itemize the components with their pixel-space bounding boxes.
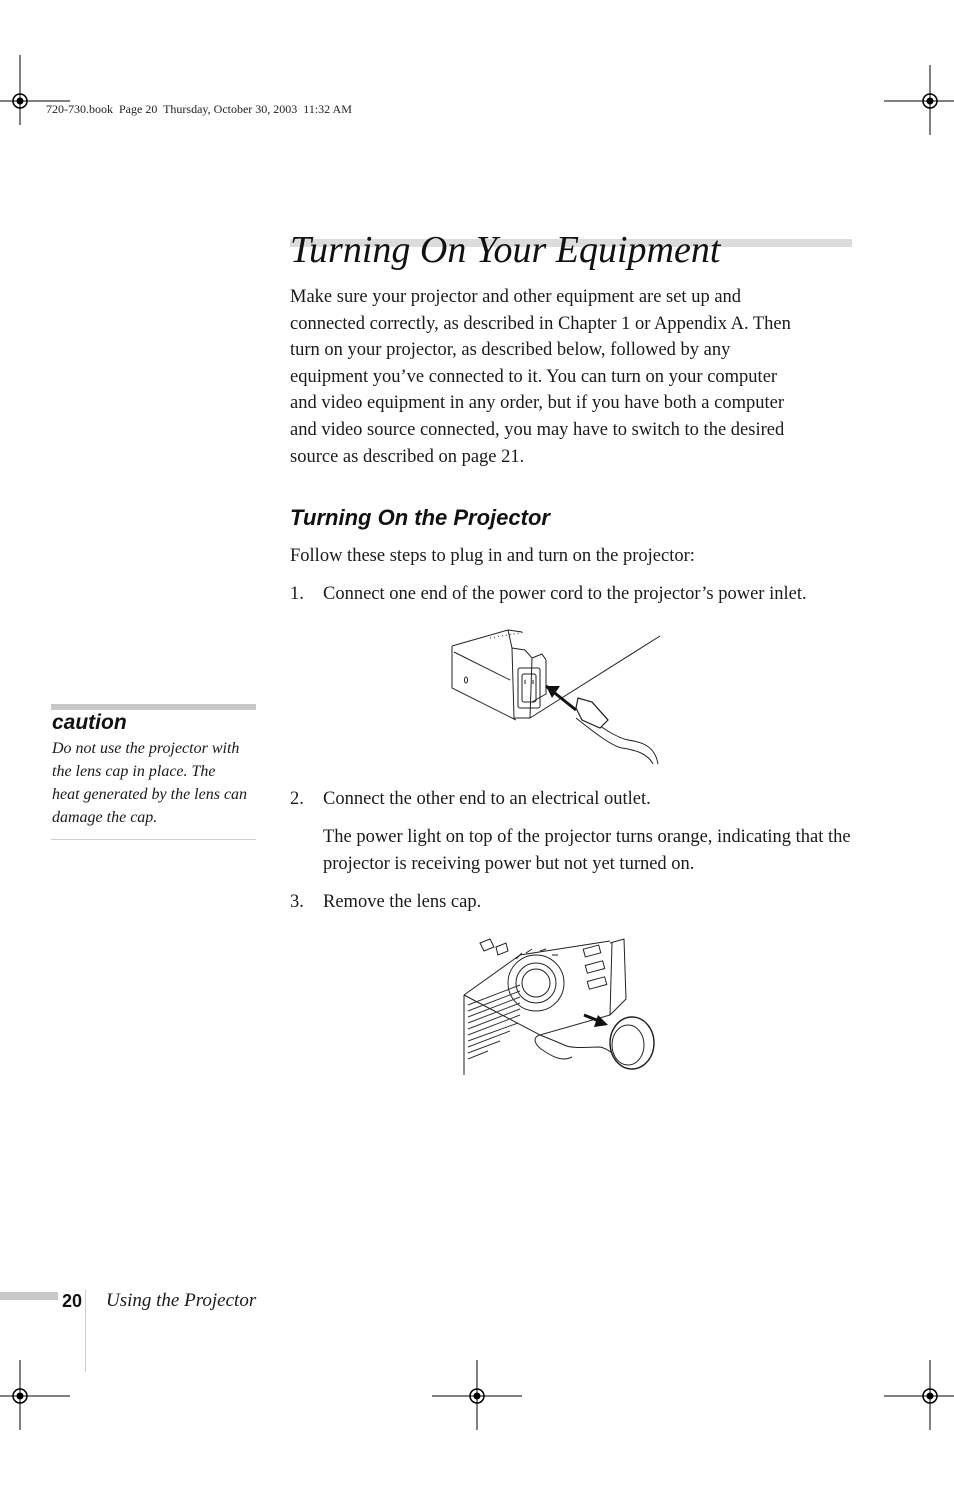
lens-cap-illustration	[460, 935, 665, 1080]
page-number: 20	[62, 1291, 83, 1311]
caution-line: Do not use the projector with	[52, 740, 240, 757]
caution-text	[52, 737, 262, 829]
intro-line: Make sure your projector and other equipment are set up and	[290, 287, 742, 307]
intro-line: connected correctly, as described in Chapter 1 or Appendix A. Then	[290, 313, 791, 334]
footer-rule	[0, 1292, 58, 1300]
registration-mark-bottom-center-icon	[432, 1360, 522, 1430]
intro-line: and video source connected, you may have to switch to the desired	[290, 419, 785, 440]
registration-mark-bottom-left-icon	[0, 1360, 70, 1430]
step-number: 1.	[290, 584, 304, 604]
caution-line: heat generated by the lens can	[52, 786, 248, 803]
step-note: The power light on top of the projector turns orange, indicating that the projector is receiving power but not yet turned on.	[323, 827, 851, 874]
caution-title: caution	[52, 711, 127, 734]
intro-line: and video equipment in any order, but if you have both a computer	[290, 393, 784, 414]
intro-paragraph	[290, 284, 852, 470]
section-intro: Follow these steps to plug in and turn on the projector:	[290, 546, 695, 566]
intro-line: turn on your projector, as described below, followed by any	[290, 340, 731, 361]
step-text: Remove the lens cap.	[323, 892, 482, 912]
print-file-info: 720-730.book Page 20 Thursday, October 30, 2003 11:32 AM	[46, 102, 352, 116]
registration-mark-top-right-icon	[884, 65, 954, 135]
power-inlet-illustration	[450, 628, 665, 766]
section-heading: Turning On the Projector	[290, 505, 550, 530]
footer-section-title: Using the Projector	[106, 1290, 257, 1311]
step-number: 2.	[290, 789, 304, 809]
caution-line: the lens cap in place. The	[52, 763, 216, 780]
registration-mark-bottom-right-icon	[884, 1360, 954, 1430]
caution-bottom-rule	[51, 839, 256, 840]
caution-line: damage the cap.	[52, 809, 158, 826]
step-text: Connect the other end to an electrical outlet.	[323, 789, 651, 809]
caution-rule	[51, 704, 256, 710]
intro-line: equipment you’ve connected to it. You can turn on your computer	[290, 366, 778, 387]
page-title: Turning On Your Equipment	[290, 229, 721, 271]
step-number: 3.	[290, 892, 304, 912]
step-text: Connect one end of the power cord to the projector’s power inlet.	[323, 584, 807, 604]
footer-divider	[85, 1290, 86, 1372]
intro-line: source as described on page 21.	[290, 446, 525, 467]
